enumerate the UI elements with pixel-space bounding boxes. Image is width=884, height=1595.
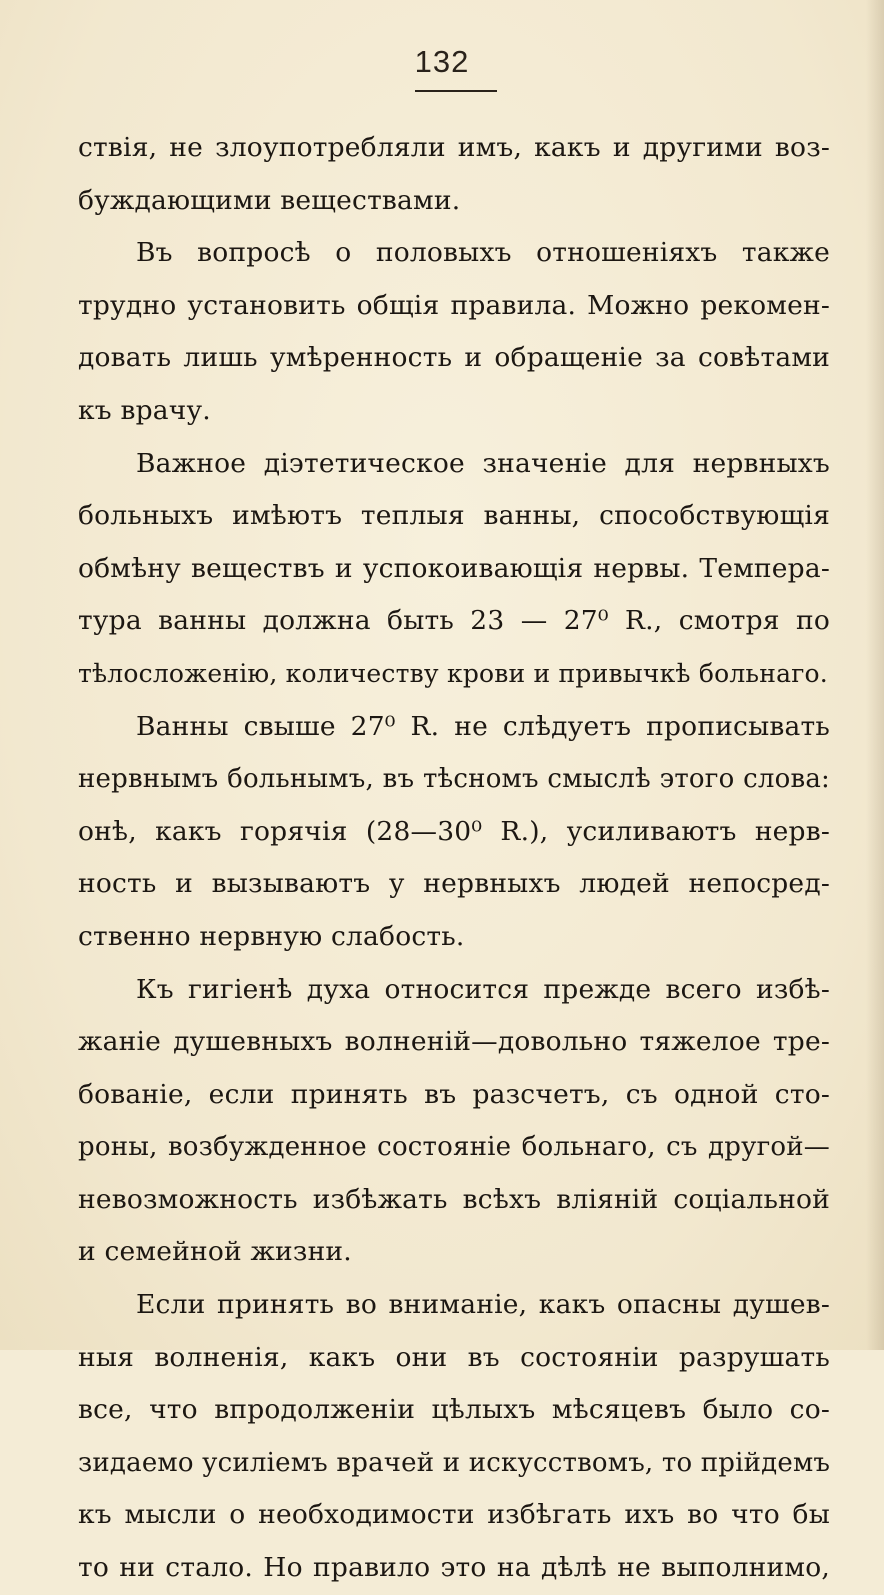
text-line: буждающими веществами.: [78, 184, 461, 216]
text-line: зидаемо усиліемъ врачей и искусствомъ, то прійдемъ: [78, 1447, 831, 1478]
text-line: трудно установить общія правила. Можно рекомен-: [78, 289, 830, 321]
text-line: къ врачу.: [78, 394, 211, 426]
page-number: 132: [414, 44, 470, 79]
text-line: обмѣну веществъ и успокоивающія нервы. Темпера-: [78, 552, 830, 584]
page-number-rule: [415, 90, 497, 92]
text-line: тѣлосложенію, количеству крови и привычкѣ больнаго.: [78, 658, 828, 688]
text-line: бованіе, если принять въ разсчетъ, съ одной сто-: [78, 1078, 830, 1110]
text-line: къ мысли о необходимости избѣгать ихъ во что бы: [78, 1499, 830, 1531]
body-text: [78, 122, 830, 1595]
text-line: ныя волненія, какъ они въ состояніи разрушать: [78, 1341, 830, 1373]
text-line: Къ гигіенѣ духа относится прежде всего избѣ-: [136, 973, 830, 1005]
text-line: то ни стало. Но правило это на дѣлѣ не выполнимо,: [78, 1552, 830, 1584]
text-line: невозможность избѣжать всѣхъ вліяній соціальной: [78, 1183, 830, 1215]
text-line: все, что впродолженіи цѣлыхъ мѣсяцевъ было со-: [78, 1394, 830, 1426]
page-edge-shadow: [866, 0, 884, 1350]
text-line: нервнымъ больнымъ, въ тѣсномъ смыслѣ этого слова:: [78, 764, 830, 795]
text-line: ственно нервную слабость.: [78, 920, 465, 952]
text-line: Ванны свыше 27⁰ R. не слѣдуетъ прописывать: [136, 710, 830, 742]
text-line: ность и вызываютъ у нервныхъ людей непосред-: [78, 868, 830, 900]
text-line: довать лишь умѣренность и обращеніе за совѣтами: [78, 342, 830, 374]
text-line: ствія, не злоупотребляли имъ, какъ и другими воз-: [78, 132, 830, 163]
text-line: жаніе душевныхъ волненій—довольно тяжелое тре-: [78, 1026, 830, 1058]
text-line: Если принять во вниманіе, какъ опасны душев-: [136, 1289, 830, 1321]
text-line: и семейной жизни.: [78, 1236, 352, 1268]
text-line: роны, возбужденное состояніе больнаго, съ другой—: [78, 1132, 830, 1163]
text-line: онѣ, какъ горячія (28—30⁰ R.), усиливаютъ нерв-: [78, 815, 830, 847]
text-line: Важное діэтетическое значеніе для нервныхъ: [136, 447, 830, 479]
text-line: больныхъ имѣютъ теплыя ванны, способствующія: [78, 500, 830, 532]
text-line: Въ вопросѣ о половыхъ отношеніяхъ также: [136, 237, 830, 269]
text-line: тура ванны должна быть 23 — 27⁰ R., смотря по: [78, 605, 830, 637]
